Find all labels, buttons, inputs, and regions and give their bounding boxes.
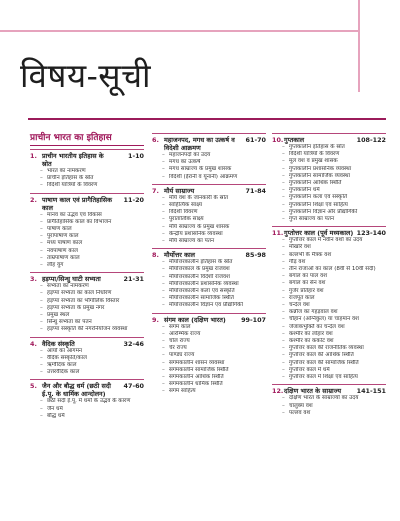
chapter-entry[interactable] — [152, 248, 266, 309]
topic-item: – गुप्तोत्तर काल में शिक्षा एवं साहित्य — [272, 374, 386, 381]
chapter-title: गुप्तोत्तर काल (पूर्व मध्यकाल) — [284, 229, 354, 238]
chapter-number: 8. — [152, 251, 159, 260]
chapter-divider — [152, 184, 266, 185]
topic-item: – उत्तरवैदिक काल — [30, 369, 144, 376]
topic-item: – गुप्तकालीन सामाजिक व्यवस्था — [272, 173, 386, 180]
topic-item: – पुरातात्विक साक्ष्य — [152, 216, 266, 223]
chapter-page-range: 21-31 — [123, 275, 144, 284]
chapter-entry[interactable] — [152, 184, 266, 245]
topic-item: – गुप्तकालीन आर्थिक स्थिति — [272, 180, 386, 187]
chapter-page-range: 32-46 — [123, 339, 144, 348]
topic-item: – चालुक्य वंश — [272, 403, 386, 410]
topic-item: – पाण्ड्य राज्य — [152, 352, 266, 359]
topic-item: – ऋग्वैदिक काल — [30, 362, 144, 369]
topic-item: – विदेशी यात्रियों के विवरण — [272, 151, 386, 158]
topic-item: – मौर्योत्तरकाल के प्रमुख राजवंश — [152, 266, 266, 273]
chapter-title: मौर्योत्तर काल — [164, 251, 195, 260]
chapter-divider — [30, 193, 144, 194]
topic-item: – गुप्तकालीन इतिहास के स्रोत — [272, 144, 386, 151]
chapter-header — [30, 340, 144, 348]
chapter-number: 7. — [152, 186, 159, 195]
topic-item: – जैन धर्म — [30, 406, 144, 413]
chapter-number: 3. — [30, 275, 37, 284]
section-heading: प्राचीन भारत का इतिहास — [30, 130, 144, 146]
topic-item: – आरम्भिक राज्य — [152, 331, 266, 338]
topic-item: – साहित्यिक साक्ष्य — [152, 202, 266, 209]
topic-item: – विदेशी विवरण — [152, 209, 266, 216]
topic-item: – मौर्योत्तरकालीन प्रशासनिक व्यवस्था — [152, 281, 266, 288]
topic-item: – गौड़ वंश — [272, 259, 386, 266]
topic-item: – मौर्य साम्राज्य का पतन — [152, 238, 266, 245]
chapter-entry[interactable] — [30, 193, 144, 270]
topic-item: – हड़प्पा सभ्यता के प्रमुख नगर — [30, 305, 144, 312]
chapter-page-range: 1-10 — [128, 152, 144, 160]
topic-item: – मौर्योत्तरकालीन इतिहास के स्रोत — [152, 259, 266, 266]
topic-item: – संगम साहित्य — [152, 388, 266, 395]
chapter-title: मौर्य साम्राज्य — [164, 186, 195, 195]
topic-item: – गुप्तकालीन कला एवं संस्कृति — [272, 194, 386, 201]
topic-item: – तीन राजाओं का काल (8वीं से 10वीं सदी) — [272, 266, 386, 273]
topic-item: – प्राचीन इतिहास के स्रोत — [30, 175, 144, 182]
topic-item: – बंगाल का सेन वंश — [272, 280, 386, 287]
chapter-entry[interactable] — [30, 337, 144, 377]
chapter-entry[interactable] — [30, 379, 144, 420]
chapter-number: 4. — [30, 339, 37, 348]
topic-item: – मूल वंश व प्रमुख शासक — [272, 158, 386, 165]
topic-item: – भारत का नामकरण — [30, 168, 144, 175]
topic-item: – गुप्तोत्तर काल की आर्थिक स्थिति — [272, 352, 386, 359]
chapter-number: 10. — [272, 136, 284, 144]
chapter-page-range: 71-84 — [245, 186, 266, 195]
topic-item: – संगमकालीन धार्मिक स्थिति — [152, 381, 266, 388]
topic-item: – हड़प्पा सभ्यता का काल निर्धारण — [30, 290, 144, 297]
chapter-title: हड़प्पा/सिन्धु घाटी सभ्यता — [42, 275, 101, 284]
chapter-header — [30, 382, 144, 398]
chapter-number: 9. — [152, 315, 159, 324]
chapter-entry[interactable] — [272, 226, 386, 381]
topic-item: – वैदिक संस्कृति/काल — [30, 355, 144, 362]
chapter-divider — [30, 149, 144, 150]
chapter-entry[interactable] — [272, 133, 386, 223]
topic-item: – बल्लभी के मैत्रक वंश — [272, 252, 386, 259]
chapter-number: 1. — [30, 152, 37, 160]
chapter-divider — [152, 313, 266, 314]
topic-item: – गुर्जर प्रतिहार वंश — [272, 288, 386, 295]
topic-item: – गुप्तकालीन विज्ञान और प्रौद्योगिकी — [272, 209, 386, 216]
topic-item: – संगमकालीन सामाजिक स्थिति — [152, 367, 266, 374]
topic-item: – मगध का उत्कर्ष — [152, 159, 266, 166]
chapter-entry[interactable] — [30, 272, 144, 333]
chapter-page-range: 123-140 — [356, 229, 386, 238]
topic-item: – गुप्तोत्तर काल में नवीन वंशों का उदय — [272, 237, 386, 244]
topic-item: – कन्नौज का गहड़वाल वंश — [272, 309, 386, 316]
topic-item: – मौर्योत्तरकालीन विज्ञान एवं प्रौद्योगिकी — [152, 302, 266, 309]
chapter-header — [152, 136, 266, 152]
chapter-header — [30, 275, 144, 283]
chapter-divider — [30, 379, 144, 380]
topic-item: – मानव का उद्भव एवं विकास — [30, 212, 144, 219]
topic-item: – संगमकालीन शासन व्यवस्था — [152, 360, 266, 367]
chapter-number: 12. — [272, 387, 284, 396]
chapter-divider — [30, 272, 144, 273]
chapter-title: जैन और बौद्ध धर्म (छठी सदी ई.पू. के धार्मिक आन्दोलन) — [42, 382, 111, 399]
chapter-divider — [272, 133, 386, 134]
topic-item: – पुरापाषाण काल — [30, 233, 144, 240]
toc-column-1 — [30, 130, 144, 420]
chapter-header — [152, 187, 266, 195]
chapter-title: प्राचीन भारतीय इतिहास के स्रोत — [42, 152, 104, 168]
chapter-divider — [152, 248, 266, 249]
topic-item: – दक्षिण भारत के साम्राज्यों का उदय — [272, 395, 386, 402]
topic-item: – संगम काल — [152, 324, 266, 331]
topic-item: – हड़प्पा सभ्यता का भौगोलिक विस्तार — [30, 298, 144, 305]
chapter-entry[interactable] — [152, 313, 266, 396]
topic-item: – जेजाकभुक्ति का चन्देल वंश — [272, 324, 386, 331]
topic-item: – सिन्धु सभ्यता का पतन — [30, 319, 144, 326]
chapter-header — [272, 387, 386, 395]
topic-item: – राजपूत काल — [272, 295, 386, 302]
chapter-header — [152, 316, 266, 324]
chapter-number: 2. — [30, 195, 37, 204]
topic-item: – गुप्त साम्राज्य का पतन — [272, 216, 386, 223]
topic-item: – सभ्यता का नामकरण — [30, 283, 144, 290]
page-title: विषय-सूची — [20, 56, 152, 95]
chapter-divider — [272, 384, 386, 385]
chapter-entry[interactable] — [30, 149, 144, 190]
chapter-page-range: 11-20 — [123, 195, 144, 204]
topic-item: – मौर्योत्तरकालीन विदेशी राजवंश — [152, 274, 266, 281]
topic-item: – संगमकालीन आर्थिक स्थिति — [152, 374, 266, 381]
toc-column-3 — [272, 130, 386, 417]
topic-item: – चोल राज्य — [152, 338, 266, 345]
chapter-entry[interactable] — [152, 133, 266, 181]
topic-item: – नवपाषाण काल — [30, 248, 144, 255]
topic-item: – कश्मीर का कर्कोट वंश — [272, 338, 386, 345]
topic-item: – चन्देल वंश — [272, 302, 386, 309]
chapter-divider — [152, 133, 266, 134]
topic-item: – मगध साम्राज्य के प्रमुख शासक — [152, 166, 266, 173]
chapter-title: संगम काल (दक्षिण भारत) — [164, 315, 226, 324]
topic-item: – गुप्तोत्तर काल की राजनीतिक व्यवस्था — [272, 345, 386, 352]
topic-item: – हड़प्पा संस्कृति की नगरनियोजन व्यवस्था — [30, 326, 144, 333]
topic-item: – विदेशी (ईरानी व यूनानी) आक्रमण — [152, 174, 266, 181]
chapter-page-range: 61-70 — [245, 136, 266, 144]
topic-item: – मौर्य साम्राज्य के प्रमुख शासक — [152, 224, 266, 231]
chapter-title: महाजनपद, मगध का उत्कर्ष व विदेशी आक्रमण — [164, 136, 235, 152]
topic-item: – गुप्तकालीन धर्म — [272, 187, 386, 194]
topic-item: – गुप्तकालीन शिक्षा एवं साहित्य — [272, 202, 386, 209]
topic-item: – बंगाल का पाल वंश — [272, 273, 386, 280]
chapter-header — [272, 229, 386, 237]
topic-item: – चौहान (अग्निकुल) या चाहमान वंश — [272, 316, 386, 323]
topic-item: – ताम्रपाषाण काल — [30, 255, 144, 262]
topic-item: – प्रागैतिहासिक काल का विभाजन — [30, 219, 144, 226]
chapter-header — [30, 152, 144, 168]
chapter-title: पाषाण काल एवं प्रागैतिहासिक काल — [42, 195, 113, 212]
decorative-frame-top — [0, 30, 358, 32]
chapter-number: 6. — [152, 136, 159, 144]
chapter-header — [30, 196, 144, 212]
topic-item: – महाजनपदों का उदय — [152, 152, 266, 159]
chapter-title: वैदिक संस्कृति — [42, 339, 75, 348]
topic-item: – मौर्य वंश के जानकारी के स्रोत — [152, 195, 266, 202]
topic-item: – मध्य पाषाण काल — [30, 240, 144, 247]
chapter-header — [272, 136, 386, 144]
chapter-divider — [30, 337, 144, 338]
topic-item: – मौर्योत्तरकालीन सामाजिक स्थिति — [152, 295, 266, 302]
title-divider — [28, 118, 386, 120]
chapter-number: 5. — [30, 382, 37, 391]
topic-item: – मौर्योत्तरकालीन कला एवं संस्कृति — [152, 288, 266, 295]
topic-item: – कश्मीर का लोहार वंश — [272, 331, 386, 338]
topic-item: – गुप्तोत्तर काल में धर्म — [272, 367, 386, 374]
topic-item: – बौद्ध धर्म — [30, 413, 144, 420]
toc-column-2 — [152, 130, 266, 396]
chapter-page-range: 141-151 — [356, 387, 386, 396]
chapter-page-range: 108-122 — [356, 136, 386, 144]
chapter-title: दक्षिण भारत के साम्राज्य — [284, 387, 342, 396]
decorative-frame-right — [358, 0, 360, 92]
chapter-header — [152, 251, 266, 259]
chapter-page-range: 85-98 — [245, 251, 266, 260]
topic-item: – प्रमुख स्थल — [30, 312, 144, 319]
topic-item: – पाषाण काल — [30, 226, 144, 233]
chapter-title: गुप्तकाल — [284, 136, 305, 144]
topic-item: – गुप्तोत्तर काल की सामाजिक स्थिति — [272, 360, 386, 367]
topic-item: – छठी सदी ई.पू. में धर्मों के उद्भव के कारण — [30, 398, 144, 405]
topic-item: – गुप्तकालीन प्रशासनिक व्यवस्था — [272, 166, 386, 173]
chapter-page-range: 99-107 — [241, 315, 266, 324]
chapter-entry[interactable] — [272, 384, 386, 417]
topic-item: – लौह युग — [30, 262, 144, 269]
topic-item: – पल्लव वंश — [272, 410, 386, 417]
topic-item: – चेर राज्य — [152, 345, 266, 352]
chapter-number: 11. — [272, 229, 284, 238]
topic-item: – आर्यों का आगमन — [30, 348, 144, 355]
chapter-divider — [272, 226, 386, 227]
topic-item: – मौखरि वंश — [272, 244, 386, 251]
topic-item: – केन्द्रीय प्रशासनिक व्यवस्था — [152, 231, 266, 238]
chapter-page-range: 47-60 — [123, 382, 144, 391]
topic-item: – विदेशी यात्रियों के विवरण — [30, 182, 144, 189]
